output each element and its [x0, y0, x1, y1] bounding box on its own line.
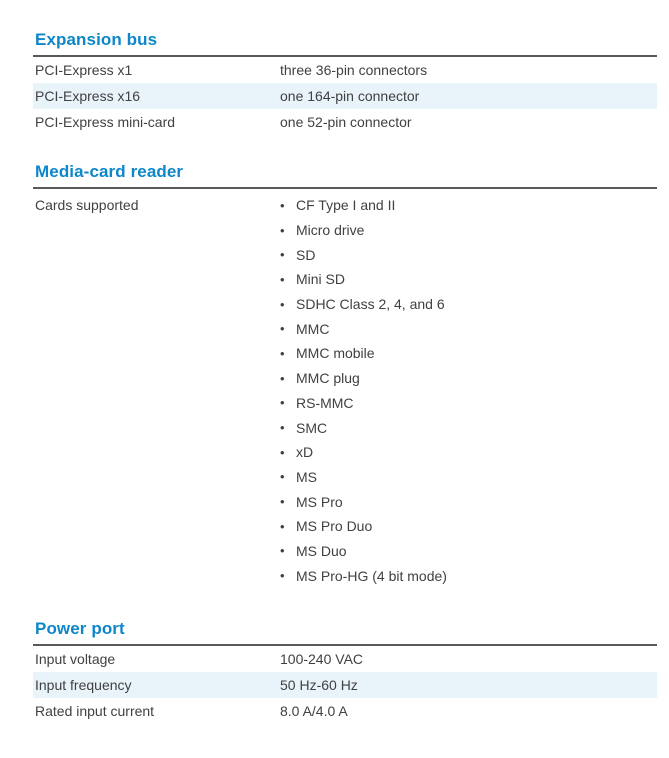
bullet-text: SD [296, 246, 316, 263]
bullet-icon: • [280, 197, 285, 213]
spec-table [33, 57, 657, 135]
list-item [280, 366, 657, 391]
list-item [280, 267, 657, 292]
bullet-text: SMC [296, 419, 328, 436]
spec-sections-container [33, 30, 657, 724]
table-row [33, 672, 657, 698]
row-value: 100-240 VAC [280, 651, 364, 667]
spec-section [33, 162, 657, 592]
bullet-icon: • [280, 469, 285, 485]
bullet-text: Micro drive [296, 222, 365, 239]
row-label: Rated input current [35, 703, 155, 719]
bullet-icon: • [280, 370, 285, 386]
bullet-list [280, 193, 657, 592]
bullet-icon: • [280, 296, 285, 312]
bullet-text: MS Pro Duo [296, 518, 373, 535]
row-value: 8.0 A/4.0 A [280, 703, 348, 719]
table-row [33, 109, 657, 135]
spec-section [33, 619, 657, 724]
bullet-icon: • [280, 494, 285, 510]
bullet-text: MS Pro [296, 493, 343, 510]
bullet-icon: • [280, 518, 285, 534]
row-value: three 36-pin connectors [280, 62, 428, 78]
list-item [280, 292, 657, 317]
bullet-icon: • [280, 395, 285, 411]
bullet-text: SDHC Class 2, 4, and 6 [296, 296, 445, 313]
list-item [280, 539, 657, 564]
bullet-icon: • [280, 271, 285, 287]
bullet-text: MMC mobile [296, 345, 375, 362]
row-label: PCI-Express mini-card [35, 114, 176, 130]
bullet-icon: • [280, 345, 285, 361]
table-row [33, 698, 657, 724]
bullet-icon: • [280, 247, 285, 263]
bullet-icon: • [280, 543, 285, 559]
row-value: 50 Hz-60 Hz [280, 677, 358, 693]
list-item [280, 242, 657, 267]
table-row [33, 83, 657, 109]
spec-section [33, 30, 657, 135]
row-value: one 52-pin connector [280, 114, 412, 130]
row-label: Cards supported [35, 197, 139, 213]
list-item [280, 316, 657, 341]
bullet-text: MS Pro-HG (4 bit mode) [296, 567, 447, 584]
list-item [280, 341, 657, 366]
list-item [280, 440, 657, 465]
table-row [33, 57, 657, 83]
bullet-text: xD [296, 444, 314, 461]
row-label: Input voltage [35, 651, 116, 667]
bullet-text: MS Duo [296, 542, 347, 559]
bullet-text: MS [296, 468, 317, 485]
row-label: Input frequency [35, 677, 132, 693]
row-value [280, 193, 657, 592]
spec-table [33, 646, 657, 724]
bullet-text: CF Type I and II [296, 197, 396, 214]
section-title: Media-card reader [35, 162, 184, 181]
bullet-text: MMC [296, 320, 330, 337]
row-value: one 164-pin connector [280, 88, 420, 104]
row-label: PCI-Express x16 [35, 88, 141, 104]
list-item [280, 415, 657, 440]
list-item [280, 465, 657, 490]
bullet-icon: • [280, 321, 285, 337]
bullet-icon: • [280, 568, 285, 584]
list-item [280, 563, 657, 588]
section-title: Power port [35, 619, 125, 638]
bullet-text: Mini SD [296, 271, 346, 288]
bullet-text: MMC plug [296, 370, 360, 387]
table-row [33, 646, 657, 672]
bullet-icon: • [280, 222, 285, 238]
list-item [280, 489, 657, 514]
list-item [280, 391, 657, 416]
list-item [280, 193, 657, 218]
bullet-text: RS-MMC [296, 394, 354, 411]
bullet-icon: • [280, 444, 285, 460]
bullet-icon: • [280, 420, 285, 436]
row-label: PCI-Express x1 [35, 62, 133, 78]
list-item [280, 514, 657, 539]
section-title: Expansion bus [35, 30, 158, 49]
list-item [280, 218, 657, 243]
table-row [33, 189, 657, 592]
spec-table [33, 189, 657, 592]
